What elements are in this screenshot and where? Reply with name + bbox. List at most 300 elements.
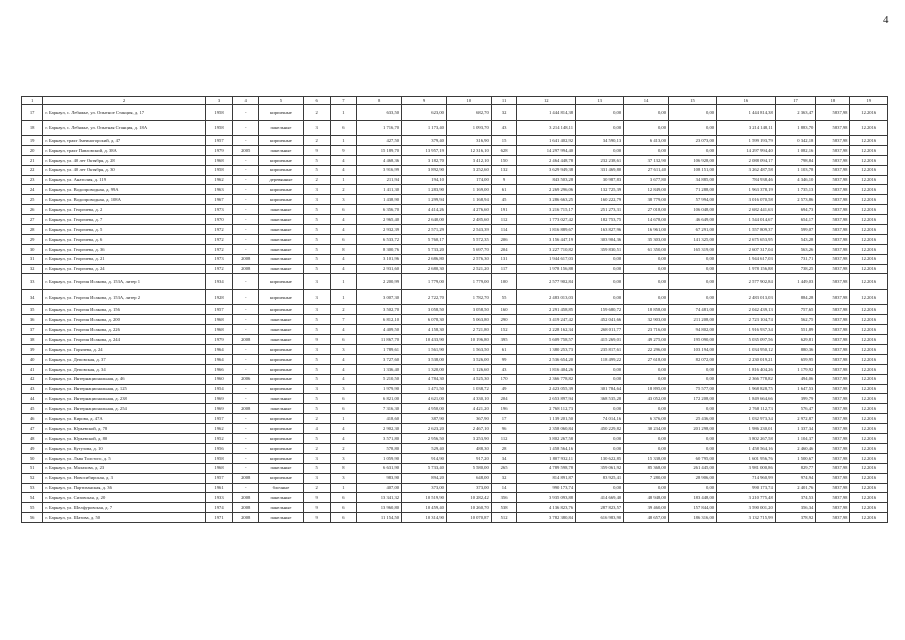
table-cell: 5837,98 xyxy=(816,503,850,513)
table-cell: 1968 xyxy=(205,325,233,335)
table-cell: 529,40 xyxy=(402,443,447,453)
table-cell: 1 816 889,67 xyxy=(517,225,576,235)
table-cell: 5 xyxy=(303,254,330,264)
table-cell: 784 938,46 xyxy=(717,175,776,185)
table-cell: 0,00 xyxy=(669,274,717,290)
table-cell: 1 779,00 xyxy=(402,274,447,290)
table-cell: 2 577 902,84 xyxy=(717,274,776,290)
table-cell: 1970 xyxy=(205,215,233,225)
table-cell: панельные xyxy=(259,503,304,513)
table-cell: 5837,98 xyxy=(816,155,850,165)
table-cell: 0,00 xyxy=(576,364,624,374)
table-cell: 1 038,72 xyxy=(446,384,491,394)
table-cell: 1 647,53 xyxy=(775,384,816,394)
table-cell: 562,75 xyxy=(775,315,816,325)
table-cell: 268 011,77 xyxy=(576,325,624,335)
table-cell: 3 216 715,17 xyxy=(517,205,576,215)
table-cell: 71 288,00 xyxy=(669,185,717,195)
table-cell: 2 485,60 xyxy=(446,215,491,225)
table-cell: 0,00 xyxy=(624,145,669,155)
table-cell: 83 925,41 xyxy=(576,473,624,483)
table-cell: 1 179,92 xyxy=(775,364,816,374)
table-cell: 2 543,39 xyxy=(446,225,491,235)
table-cell: 538 xyxy=(491,503,517,513)
table-cell: 287 823,57 xyxy=(576,503,624,513)
table-cell: блочные xyxy=(259,483,304,493)
table-cell: 39 460,00 xyxy=(624,503,669,513)
table-cell: 1 380 253,73 xyxy=(517,345,576,355)
table-cell: 0,00 xyxy=(624,105,669,121)
table-cell: 5837,98 xyxy=(816,185,850,195)
column-number-header: 10 xyxy=(446,97,491,105)
table-cell: 3 xyxy=(330,453,357,463)
table-cell: 152 xyxy=(491,325,517,335)
table-cell: 12.2016 xyxy=(850,473,888,483)
table-cell: 12.2016 xyxy=(850,225,888,235)
table-cell: 27 618,00 xyxy=(624,354,669,364)
table-cell: 4 784,30 xyxy=(402,374,447,384)
table-cell: 4 468,36 xyxy=(357,155,402,165)
table-cell: 1968 xyxy=(205,315,233,325)
table-cell: 5837,98 xyxy=(816,513,850,523)
table-cell: 211 208,00 xyxy=(669,315,717,325)
table-cell: 1 320,00 xyxy=(402,364,447,374)
address-cell: г. Барнаул, ул. Сизовская, д. 20 xyxy=(43,493,205,503)
table-cell: 5837,98 xyxy=(816,264,850,274)
table-cell: 3 xyxy=(303,345,330,355)
table-cell: 3 214 148,11 xyxy=(517,120,576,136)
table-cell: 265 xyxy=(491,463,517,473)
table-cell: 48 657,00 xyxy=(624,513,669,523)
row-number-cell: 26 xyxy=(22,205,43,215)
table-cell: 2 042 439,13 xyxy=(717,305,776,315)
table-cell: 13 960,80 xyxy=(357,503,402,513)
row-number-cell: 50 xyxy=(22,453,43,463)
table-cell: 1933 xyxy=(205,493,233,503)
table-cell: 12.2016 xyxy=(850,414,888,424)
table-cell: 5 xyxy=(303,394,330,404)
table-cell: 114 xyxy=(491,225,517,235)
table-cell: кирпичные xyxy=(259,434,304,444)
table-cell: 659,95 xyxy=(775,354,816,364)
table-cell: - xyxy=(233,424,259,434)
table-cell: кирпичные xyxy=(259,345,304,355)
table-cell: 45 xyxy=(491,195,517,205)
address-cell: г. Барнаул, ул. Георгиева, д. 6 xyxy=(43,234,205,244)
table-cell: 6 xyxy=(330,493,357,503)
table-cell: 5837,98 xyxy=(816,315,850,325)
table-cell: 5837,98 xyxy=(816,434,850,444)
table-cell: 738,25 xyxy=(775,264,816,274)
table-cell: 5837,98 xyxy=(816,384,850,394)
table-cell: 61 350,00 xyxy=(624,244,669,254)
table-cell: 829,77 xyxy=(775,463,816,473)
column-number-header: 6 xyxy=(303,97,330,105)
table-cell: 0,00 xyxy=(576,254,624,264)
table-cell: 6 xyxy=(330,234,357,244)
table-cell: 2 931,60 xyxy=(357,264,402,274)
table-cell: 5 xyxy=(303,264,330,274)
table-row xyxy=(22,244,888,254)
table-cell: кирпичные xyxy=(259,374,304,384)
table-cell: 2 423 055,39 xyxy=(517,384,576,394)
table-cell: 2 623,20 xyxy=(402,424,447,434)
table-cell: 37 132,90 xyxy=(624,155,669,165)
table-cell: 0 342,18 xyxy=(775,136,816,146)
table-cell: - xyxy=(233,244,259,254)
table-cell: 2 088 094,17 xyxy=(717,155,776,165)
address-cell: г. Барнаул, с. Лебяжье, ул. Опытное Cтанция, д. 17 xyxy=(43,105,205,121)
table-cell: 0,00 xyxy=(576,274,624,290)
table-cell: 2 607 317,04 xyxy=(717,244,776,254)
table-cell: 3 419 247,42 xyxy=(517,315,576,325)
table-cell: 3 538,00 xyxy=(402,354,447,364)
table-cell: 0,00 xyxy=(669,145,717,155)
table-cell: 14 297 994,40 xyxy=(717,145,776,155)
table-cell: кирпичные xyxy=(259,105,304,121)
table-cell: 1952 xyxy=(205,434,233,444)
table-cell: 4 276,60 xyxy=(446,205,491,215)
table-cell: 261 445,00 xyxy=(669,463,717,473)
table-cell: 1 xyxy=(330,175,357,185)
table-row xyxy=(22,384,888,394)
table-cell: 18 895,00 xyxy=(624,384,669,394)
row-number-cell: 31 xyxy=(22,254,43,264)
table-cell: 757,65 xyxy=(775,305,816,315)
table-cell: 12.2016 xyxy=(850,463,888,473)
table-cell: 12.2016 xyxy=(850,155,888,165)
table-cell: - xyxy=(233,434,259,444)
table-cell: 450 229,82 xyxy=(576,424,624,434)
address-cell: г. Барнаул, ул. Георгия Исакова, д. 244 xyxy=(43,335,205,345)
table-cell: 654,17 xyxy=(775,215,816,225)
address-cell: г. Барнаул, ул. Анатолия, д. 119 xyxy=(43,175,205,185)
table-cell: 103 194,00 xyxy=(669,345,717,355)
page-number: 4 xyxy=(883,14,889,26)
table-row xyxy=(22,374,888,384)
table-cell: 5837,98 xyxy=(816,145,850,155)
table-cell: 191 xyxy=(491,205,517,215)
table-cell: 1 032 973,34 xyxy=(717,414,776,424)
table-cell: 3 xyxy=(303,195,330,205)
table-cell: 3 xyxy=(303,120,330,136)
table-cell: - xyxy=(233,105,259,121)
column-number-header: 12 xyxy=(517,97,576,105)
table-cell: 2 358 060,84 xyxy=(517,424,576,434)
table-cell: 1 944 617,03 xyxy=(717,254,776,264)
table-cell: 1 xyxy=(330,289,357,305)
table-cell: 194,10 xyxy=(402,175,447,185)
table-cell: 43 xyxy=(491,364,517,374)
table-cell: 1 458 564,16 xyxy=(517,443,576,453)
table-cell: 3 xyxy=(303,453,330,463)
table-cell: 0,00 xyxy=(669,434,717,444)
table-cell: 1 641 402,92 xyxy=(517,136,576,146)
table-cell: 374,53 xyxy=(775,493,816,503)
address-cell: г. Барнаул, ул. Георгия Исакова, д. 153А, литер 1 xyxy=(43,274,205,290)
table-cell: панельные xyxy=(259,493,304,503)
table-cell: 983,90 xyxy=(357,473,402,483)
table-cell: кирпичные xyxy=(259,414,304,424)
table-row xyxy=(22,165,888,175)
table-cell: 0,00 xyxy=(669,264,717,274)
table-row xyxy=(22,205,888,215)
table-cell: 3 526,00 xyxy=(446,354,491,364)
table-row xyxy=(22,394,888,404)
row-number-cell: 25 xyxy=(22,195,43,205)
table-cell: 4 409,50 xyxy=(357,325,402,335)
table-cell: 1954 xyxy=(205,384,233,394)
table-cell: 14 678,00 xyxy=(624,215,669,225)
table-cell: 12.2016 xyxy=(850,325,888,335)
table-cell: 2 686,80 xyxy=(402,254,447,264)
table-row xyxy=(22,215,888,225)
table-cell: 2 xyxy=(303,175,330,185)
table-cell: 3 xyxy=(330,473,357,483)
table-cell: 2 536 654,20 xyxy=(517,354,576,364)
table-cell: 1 916 937,34 xyxy=(717,325,776,335)
table-cell: 22 296,00 xyxy=(624,345,669,355)
table-cell: 512 xyxy=(491,513,517,523)
row-number-cell: 22 xyxy=(22,165,43,175)
table-cell: 5837,98 xyxy=(816,335,850,345)
table-cell: 5837,98 xyxy=(816,205,850,215)
table-cell: 0,00 xyxy=(624,364,669,374)
row-number-cell: 18 xyxy=(22,120,43,136)
table-cell: - xyxy=(233,345,259,355)
table-cell: 201 298,00 xyxy=(669,424,717,434)
table-cell: 3 252,60 xyxy=(446,165,491,175)
table-cell: 5 xyxy=(303,354,330,364)
table-cell: 387,90 xyxy=(402,414,447,424)
table-cell: 34 885,00 xyxy=(669,175,717,185)
address-cell: г. Барнаул, ул. 40 лет Октября, д. 30 xyxy=(43,165,205,175)
table-cell: 3 286 663,25 xyxy=(517,195,576,205)
table-cell: 5837,98 xyxy=(816,325,850,335)
table-cell: 0,00 xyxy=(576,404,624,414)
row-number-cell: 32 xyxy=(22,264,43,274)
table-cell: 12.2016 xyxy=(850,364,888,374)
table-cell: 61 xyxy=(491,185,517,195)
table-cell: 1 xyxy=(330,483,357,493)
table-cell: 2 291 458,85 xyxy=(517,305,576,315)
table-cell: 5837,98 xyxy=(816,345,850,355)
row-number-cell: 45 xyxy=(22,404,43,414)
table-cell: 5 xyxy=(303,404,330,414)
table-cell: 1979 xyxy=(205,145,233,155)
column-number-header: 14 xyxy=(624,97,669,105)
table-cell: 3 xyxy=(330,384,357,394)
table-cell: 2 573,86 xyxy=(775,195,816,205)
table-cell: - xyxy=(233,483,259,493)
table-cell: 11 154,50 xyxy=(357,513,402,523)
row-number-cell: 47 xyxy=(22,424,43,434)
table-cell: 30 234,00 xyxy=(624,424,669,434)
table-cell: 414 669,40 xyxy=(576,493,624,503)
housing-register-table xyxy=(21,96,888,523)
table-cell: 75 577,00 xyxy=(669,384,717,394)
table-cell: 4 414,26 xyxy=(402,205,447,215)
table-cell: 0,00 xyxy=(624,254,669,264)
table-cell: 3 007,30 xyxy=(357,289,402,305)
table-cell: 1 944 617,03 xyxy=(517,254,576,264)
table-cell: 1 968 828,75 xyxy=(717,384,776,394)
table-cell: 1973 xyxy=(205,254,233,264)
table-cell: панельные xyxy=(259,215,304,225)
table-cell: 163 827,96 xyxy=(576,225,624,235)
table-cell: 5837,98 xyxy=(816,175,850,185)
table-cell: 2 521,20 xyxy=(446,264,491,274)
table-cell: 3 590 001,20 xyxy=(717,503,776,513)
table-cell: 4 789 598,78 xyxy=(517,463,576,473)
address-cell: г. Барнаул, ул. Водопроводная, д. 108А xyxy=(43,195,205,205)
table-cell: 49 xyxy=(491,384,517,394)
table-cell: 5 xyxy=(303,165,330,175)
table-cell: 57 994,00 xyxy=(669,195,717,205)
table-cell: панельные xyxy=(259,120,304,136)
table-cell: 0,00 xyxy=(624,264,669,274)
table-cell: 12.2016 xyxy=(850,274,888,290)
table-cell: - xyxy=(233,185,259,195)
table-cell: 3 802 267,58 xyxy=(517,434,576,444)
row-number-cell: 56 xyxy=(22,513,43,523)
table-cell: 5 xyxy=(303,315,330,325)
address-cell: г. Барнаул, ул. Георгиева, д. 2 xyxy=(43,205,205,215)
table-cell: 5837,98 xyxy=(816,453,850,463)
table-cell: 60 795,00 xyxy=(669,453,717,463)
table-cell: 1 139 201,50 xyxy=(517,414,576,424)
column-number-header: 5 xyxy=(259,97,304,105)
table-cell: 1 449,03 xyxy=(775,274,816,290)
table-cell: 12.2016 xyxy=(850,289,888,305)
table-cell: 2 xyxy=(330,443,357,453)
table-cell: кирпичные xyxy=(259,305,304,315)
table-cell: 2 571,29 xyxy=(402,225,447,235)
table-cell: 12.2016 xyxy=(850,305,888,315)
column-number-header: 15 xyxy=(669,97,717,105)
table-cell: 3 182,70 xyxy=(402,155,447,165)
table-cell: 1 779,00 xyxy=(446,274,491,290)
column-number-header: 16 xyxy=(717,97,776,105)
table-cell: 4 xyxy=(330,264,357,274)
table-cell: 3 210 775,48 xyxy=(717,493,776,503)
table-cell: 55 xyxy=(491,289,517,305)
table-cell: 6 xyxy=(330,120,357,136)
table-cell: - xyxy=(233,205,259,215)
table-cell: 576,47 xyxy=(775,404,816,414)
table-cell: 85 368,00 xyxy=(624,463,669,473)
table-cell: 628 xyxy=(491,145,517,155)
address-cell: г. Барнаул, тракт Змеиногорский, д. 47 xyxy=(43,136,205,146)
table-cell: 2 956,50 xyxy=(402,434,447,444)
table-cell: 2 680,30 xyxy=(402,264,447,274)
table-cell: 1 963 378,19 xyxy=(717,185,776,195)
table-cell: 11 867,70 xyxy=(357,335,402,345)
table-cell: 4 950,00 xyxy=(402,404,447,414)
table-cell: 4 xyxy=(330,215,357,225)
column-number-header: 3 xyxy=(205,97,233,105)
table-cell: - xyxy=(233,165,259,175)
row-number-cell: 21 xyxy=(22,155,43,165)
table-cell: 6 xyxy=(330,404,357,414)
table-cell: 12.2016 xyxy=(850,513,888,523)
row-number-cell: 19 xyxy=(22,136,43,146)
table-cell: 4 346,10 xyxy=(775,175,816,185)
address-cell: г. Барнаул, ул. Малахова, д. 23 xyxy=(43,463,205,473)
table-cell: 0,00 xyxy=(624,443,669,453)
table-cell: 2 722,70 xyxy=(402,289,447,305)
row-number-cell: 28 xyxy=(22,225,43,235)
address-cell: г. Барнаул, ул. Георгия Исакова, д. 226 xyxy=(43,325,205,335)
row-number-cell: 48 xyxy=(22,434,43,444)
table-cell: 3 xyxy=(303,473,330,483)
table-cell: 3 132 715,99 xyxy=(717,513,776,523)
table-cell: 12.2016 xyxy=(850,234,888,244)
table-cell: панельные xyxy=(259,463,304,473)
table-cell: - xyxy=(233,453,259,463)
table-row xyxy=(22,175,888,185)
address-cell: г. Барнаул, ул. Кутузова, д. 10 xyxy=(43,443,205,453)
table-cell: 3 571,80 xyxy=(357,434,402,444)
table-cell: 1 xyxy=(330,274,357,290)
address-cell: г. Барнаул, ул. Юрьевской, д. 78 xyxy=(43,424,205,434)
table-cell: 1974 xyxy=(205,503,233,513)
table-cell: 731,71 xyxy=(775,254,816,264)
table-cell: 1 978 156,88 xyxy=(517,264,576,274)
table-cell: 5 xyxy=(303,325,330,335)
row-number-cell: 29 xyxy=(22,234,43,244)
table-cell: 0,00 xyxy=(576,120,624,136)
table-cell: 3 502,70 xyxy=(357,305,402,315)
table-cell: 356 xyxy=(491,493,517,503)
table-cell: 1 563,50 xyxy=(446,345,491,355)
table-cell: 1968 xyxy=(205,463,233,473)
row-number-cell: 49 xyxy=(22,443,43,453)
address-cell: г. Барнаул, ул. Георгиева, д. 21 xyxy=(43,254,205,264)
table-cell: 2 366 778,82 xyxy=(717,374,776,384)
table-cell: 14 xyxy=(491,483,517,493)
table-cell: 1971 xyxy=(205,513,233,523)
table-cell: кирпичные xyxy=(259,185,304,195)
row-number-cell: 36 xyxy=(22,315,43,325)
table-cell: 61 xyxy=(491,345,517,355)
table-cell: 13 957,19 xyxy=(402,145,447,155)
table-cell: 3 802 267,58 xyxy=(717,434,776,444)
address-cell: г. Барнаул, ул. Водопроводная, д. 99А xyxy=(43,185,205,195)
table-cell: 117 xyxy=(491,264,517,274)
table-cell: 4 158,30 xyxy=(402,325,447,335)
table-cell: 5 035 097,56 xyxy=(717,335,776,345)
column-number-header: 7 xyxy=(330,97,357,105)
table-cell: 1 716,70 xyxy=(357,120,402,136)
table-cell: 1 979,90 xyxy=(357,384,402,394)
table-cell: 4 xyxy=(330,254,357,264)
table-cell: кирпичные xyxy=(259,473,304,483)
table-row xyxy=(22,364,888,374)
table-cell: - xyxy=(233,305,259,315)
table-cell: 8 xyxy=(330,244,357,254)
table-cell: - xyxy=(233,234,259,244)
table-cell: панельные xyxy=(259,513,304,523)
table-cell: 2 xyxy=(330,305,357,315)
table-cell: 2 965,40 xyxy=(357,215,402,225)
table-cell: 2 483 013,03 xyxy=(517,289,576,305)
table-cell: 3 981 000,86 xyxy=(717,463,776,473)
table-cell: - xyxy=(233,384,259,394)
table-cell: панельные xyxy=(259,205,304,215)
table-cell: 12.2016 xyxy=(850,493,888,503)
table-cell: 1 599 193,79 xyxy=(717,136,776,146)
